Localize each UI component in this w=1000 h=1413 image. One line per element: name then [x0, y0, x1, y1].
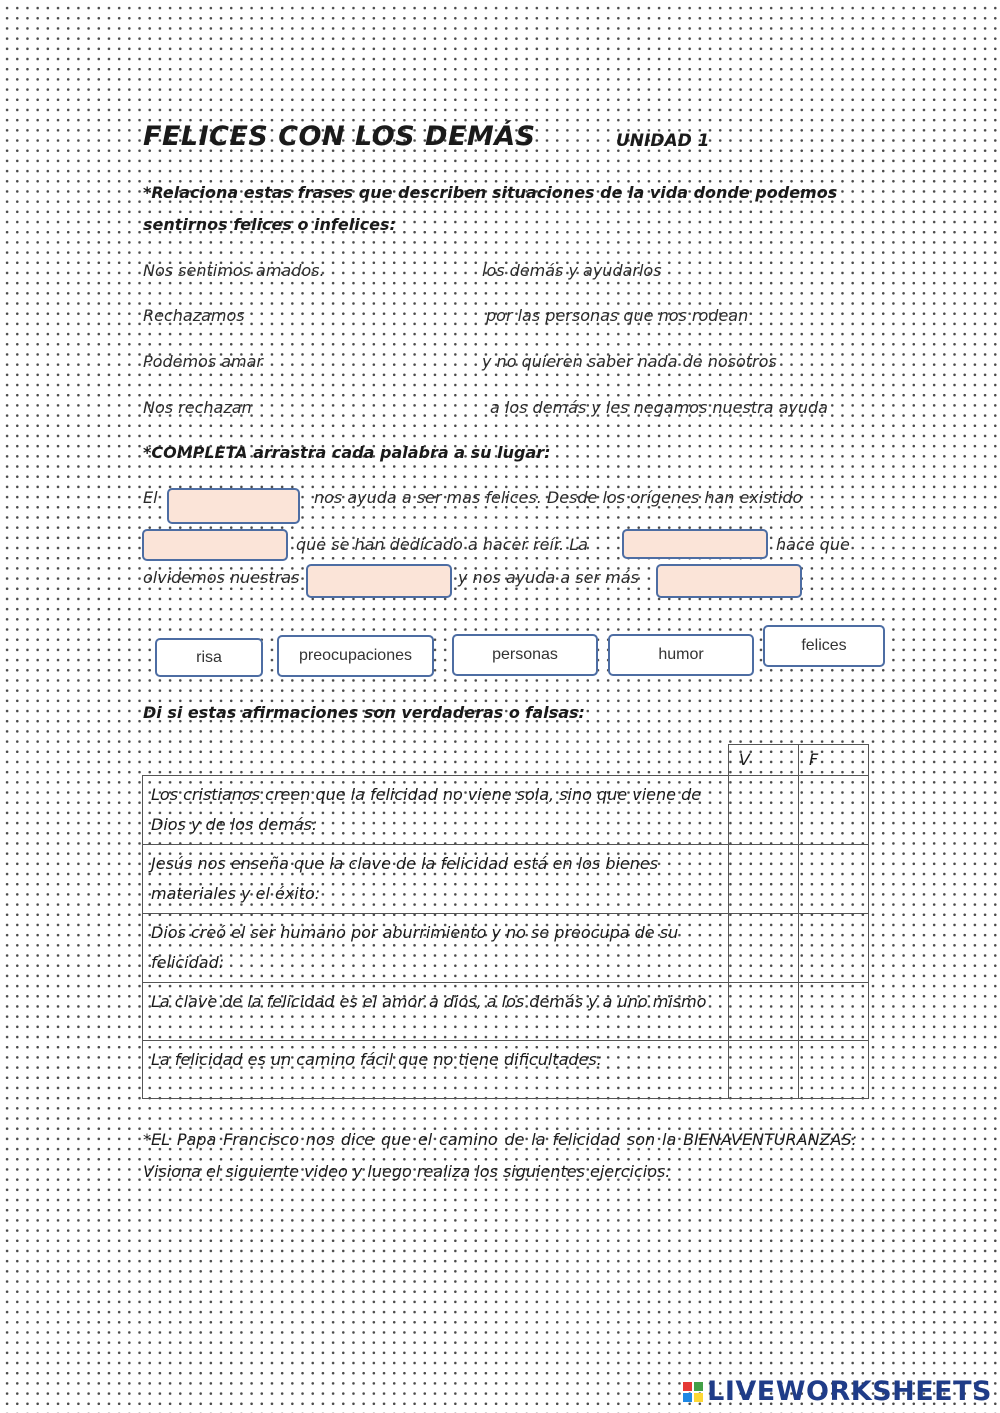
- match-left-4[interactable]: Nos rechazan: [143, 398, 252, 417]
- answer-cell-v-4[interactable]: [729, 983, 799, 1041]
- bienaventuranzas-paragraph: *EL Papa Francisco nos dice que el camino de la felicidad son la BIENAVENTURANZAS: Visiona el siguiente video y luego realiza los siguientes ejercicios:: [143, 1130, 857, 1181]
- matching-instruction-line1: *Relaciona estas frases que describen situaciones de la vida donde podemos: [143, 183, 838, 202]
- match-left-1[interactable]: Nos sentimos amados.: [143, 261, 325, 280]
- column-header-f: F: [799, 745, 869, 776]
- drop-blank-3[interactable]: [622, 529, 768, 559]
- cloze-text-2a: que se han dedicado a hacer reír. La: [296, 535, 588, 554]
- match-right-1[interactable]: los demás y ayudarlos: [482, 261, 662, 280]
- matching-instruction-line2: sentirnos felices o infelices:: [143, 215, 396, 234]
- cloze-text-1a: El: [143, 488, 158, 507]
- answer-cell-v-3[interactable]: [729, 914, 799, 983]
- truefalse-header-empty: [143, 745, 729, 776]
- statement-5: La felicidad es un camino fácil que no tiene dificultades:: [143, 1041, 729, 1099]
- brand-name: LIVEWORKSHEETS: [707, 1376, 992, 1407]
- logo-block-yellow: [694, 1393, 703, 1402]
- logo-block-green: [694, 1382, 703, 1391]
- answer-cell-f-2[interactable]: [799, 845, 869, 914]
- table-row: [143, 983, 869, 1041]
- logo-block-red: [683, 1382, 692, 1391]
- table-row: [143, 845, 869, 914]
- table-row: [143, 914, 869, 983]
- answer-cell-f-5[interactable]: [799, 1041, 869, 1099]
- unit-label: UNIDAD 1: [616, 131, 710, 151]
- match-left-3[interactable]: Podemos amar: [143, 352, 264, 371]
- drop-blank-1[interactable]: [167, 488, 300, 524]
- statement-3: Dios creó el ser humano por aburrimiento y no se preocupa de su felicidad:: [143, 914, 729, 983]
- truefalse-instruction: Di si estas afirmaciones son verdaderas o falsas:: [143, 703, 585, 722]
- answer-cell-v-1[interactable]: [729, 776, 799, 845]
- answer-cell-v-5[interactable]: [729, 1041, 799, 1099]
- table-row: [143, 776, 869, 845]
- match-right-4[interactable]: a los demás y les negamos nuestra ayuda: [490, 398, 828, 417]
- statement-4: La clave de la felicidad es el amor a dios, a los demás y a uno mismo: [143, 983, 729, 1041]
- truefalse-header-row: [143, 745, 869, 776]
- logo-block-blue: [683, 1393, 692, 1402]
- answer-cell-f-4[interactable]: [799, 983, 869, 1041]
- drop-blank-2[interactable]: [142, 529, 288, 561]
- liveworksheets-logo[interactable]: [683, 1376, 992, 1407]
- cloze-text-2b: hace que: [776, 535, 850, 554]
- match-right-3[interactable]: y no quieren saber nada de nosotros: [482, 352, 777, 371]
- page-title: FELICES CON LOS DEMÁS: [143, 121, 536, 152]
- complete-instruction: *COMPLETA arrastra cada palabra a su lugar:: [143, 443, 551, 462]
- logo-blocks-icon: [683, 1382, 703, 1402]
- word-chip-risa[interactable]: risa: [155, 638, 263, 677]
- column-header-v: V: [729, 745, 799, 776]
- answer-cell-f-3[interactable]: [799, 914, 869, 983]
- answer-cell-v-2[interactable]: [729, 845, 799, 914]
- word-chip-personas[interactable]: personas: [452, 634, 598, 676]
- cloze-text-3a: olvidemos nuestras: [143, 568, 300, 587]
- match-left-2[interactable]: Rechazamos: [143, 306, 245, 325]
- table-row: [143, 1041, 869, 1099]
- cloze-text-3b: y nos ayuda a ser más: [458, 568, 639, 587]
- match-right-2[interactable]: por las personas que nos rodean: [486, 306, 749, 325]
- word-chip-preocupaciones[interactable]: preocupaciones: [277, 635, 434, 677]
- truefalse-table: [142, 744, 869, 1099]
- word-chip-humor[interactable]: humor: [608, 634, 754, 676]
- answer-cell-f-1[interactable]: [799, 776, 869, 845]
- drop-blank-4[interactable]: [306, 564, 452, 598]
- statement-1: Los cristianos creen que la felicidad no viene sola, sino que viene de Dios y de los demás:: [143, 776, 729, 845]
- drop-blank-5[interactable]: [656, 564, 802, 598]
- statement-2: Jesús nos enseña que la clave de la felicidad está en los bienes materiales y el éxito:: [143, 845, 729, 914]
- word-chip-felices[interactable]: felices: [763, 625, 885, 667]
- cloze-text-1b: nos ayuda a ser mas felices. Desde los orígenes han existido: [314, 488, 803, 507]
